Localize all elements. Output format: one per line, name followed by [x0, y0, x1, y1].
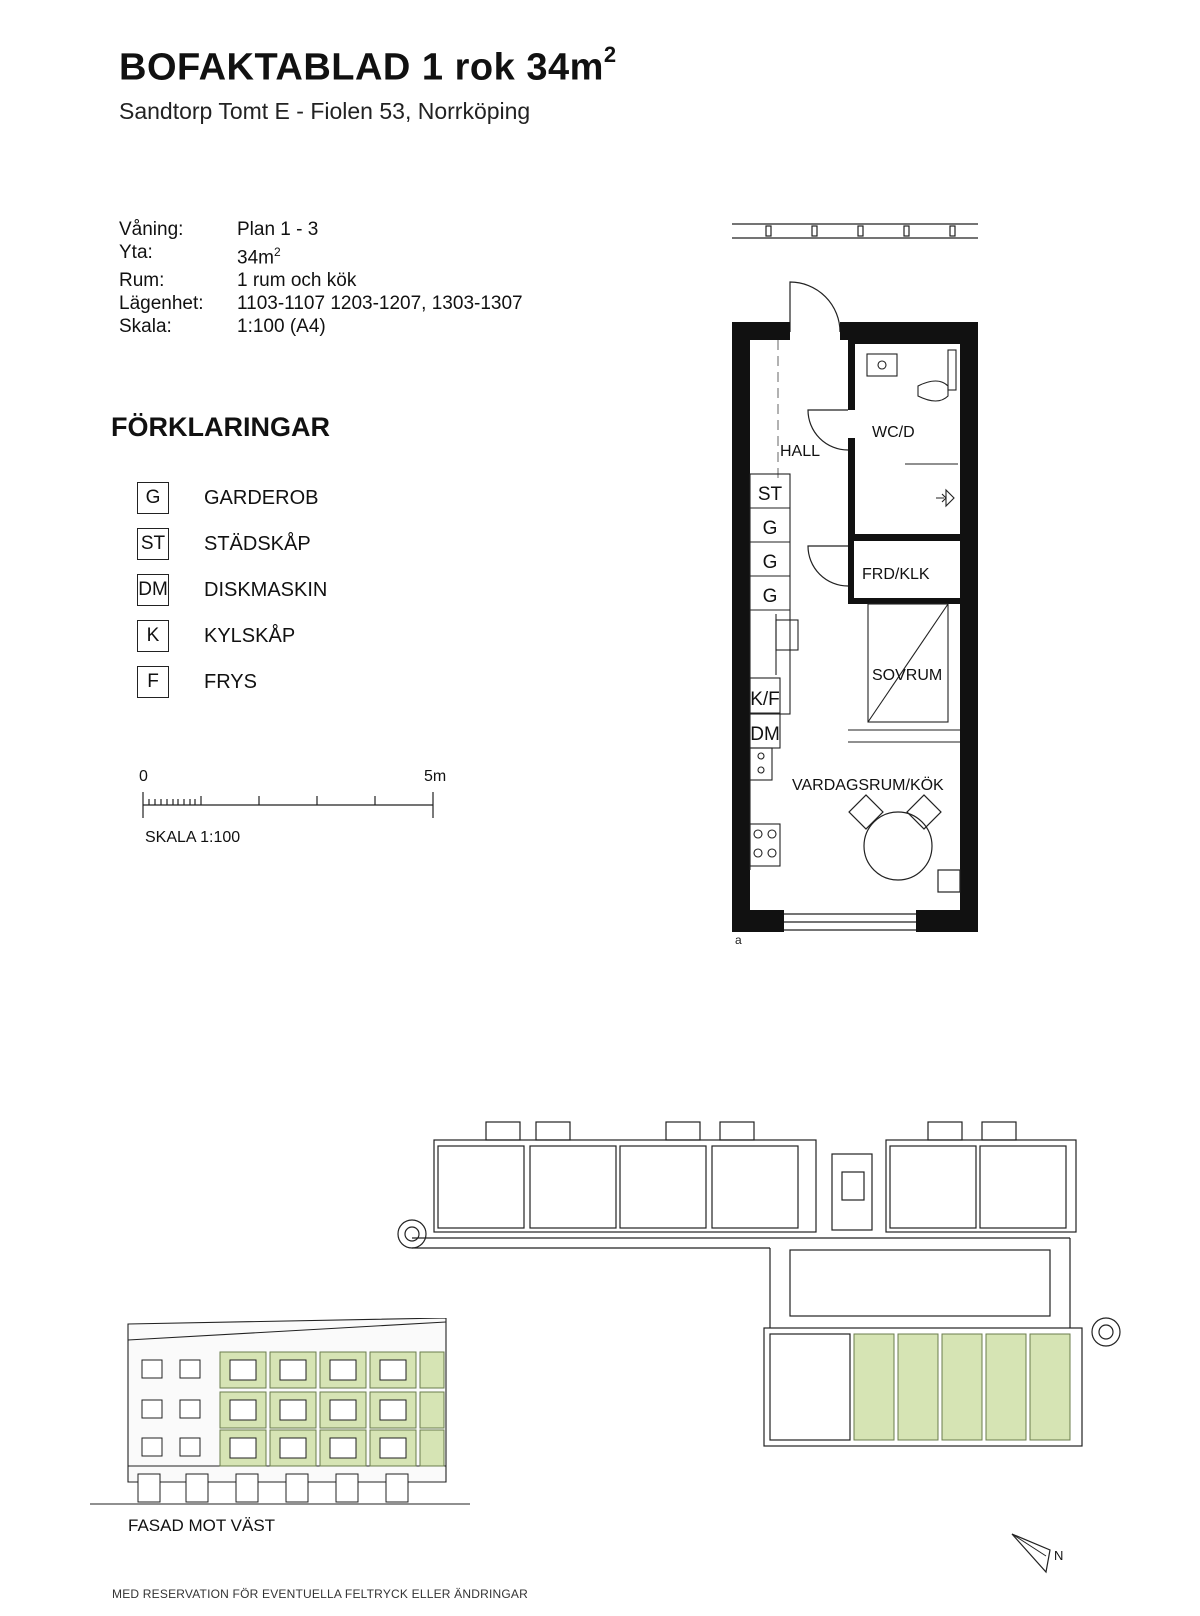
wall-code-g3: G	[762, 586, 778, 607]
legend-item-stadskap	[137, 528, 311, 560]
scale-label: SKALA 1:100	[145, 829, 241, 846]
floor-plan	[720, 210, 1000, 945]
room-label-living: VARDAGSRUM/KÖK	[792, 777, 944, 794]
scale-bar	[138, 786, 438, 822]
window	[784, 914, 916, 930]
fact-row-rooms	[119, 269, 523, 292]
page-title: BOFAKTABLAD 1 rok $34m^2$	[119, 42, 617, 89]
legend-label: FRYS	[204, 670, 257, 693]
wall-code-dm: DM	[750, 724, 780, 745]
compass-north-label: N	[1054, 1548, 1064, 1563]
room-label-bedroom: SOVRUM	[872, 667, 943, 684]
legend-code: F	[137, 666, 169, 698]
legend-code: K	[137, 620, 169, 652]
fact-row-scale	[119, 315, 523, 338]
fact-value: 1 rum och kök	[237, 270, 357, 292]
room-labels	[780, 424, 944, 794]
fact-row-apartments	[119, 292, 523, 315]
site-plan	[390, 1110, 1150, 1480]
legend-code: ST	[137, 528, 169, 560]
spiral-stairs	[398, 1220, 1120, 1346]
facade-label: FASAD MOT VÄST	[128, 1516, 276, 1535]
scale-end-label: 5m	[424, 768, 447, 785]
legend-item-diskmaskin	[137, 574, 327, 606]
fact-label: Lägenhet:	[119, 293, 204, 315]
page-subtitle: Sandtorp Tomt E - Fiolen 53, Norrköping	[119, 98, 531, 124]
entry-door	[790, 282, 840, 332]
room-label-wc: WC/D	[872, 424, 915, 441]
legend-item-garderob	[137, 482, 318, 514]
legend-item-kylskap	[137, 620, 295, 652]
legend-label: GARDEROB	[204, 486, 319, 509]
legend-item-frys	[137, 666, 257, 698]
fact-label: Skala:	[119, 316, 172, 338]
wall-codes	[750, 484, 782, 745]
outer-walls	[732, 322, 978, 932]
footer-disclaimer: MED RESERVATION FÖR EVENTUELLA FELTRYCK ELLER ÄNDRINGAR	[112, 1587, 528, 1601]
legend-label: DISKMASKIN	[204, 578, 328, 601]
fact-row-area	[119, 241, 523, 269]
dining-table	[849, 795, 960, 892]
fact-row-floor	[119, 218, 523, 241]
wall-code-st: ST	[757, 484, 783, 505]
room-label-storage: FRD/KLK	[862, 566, 930, 583]
fact-label: Våning:	[119, 219, 184, 240]
fact-value: 1103-1107 1203-1207, 1303-1307	[237, 293, 523, 315]
storage-door	[808, 546, 848, 586]
fact-label: Rum:	[119, 270, 165, 292]
lower-building-green-units	[854, 1334, 1070, 1440]
upper-building	[412, 1122, 1076, 1328]
compass-icon	[1010, 1530, 1070, 1578]
section-mark: a	[735, 933, 742, 945]
room-label-hall: HALL	[780, 443, 821, 460]
wall-code-g1: G	[762, 518, 778, 539]
facade-west	[90, 1318, 470, 1516]
scale-start-label: 0	[139, 768, 148, 785]
wall-code-kf: K/F	[750, 689, 780, 710]
legend-code: DM	[137, 574, 169, 606]
wall-code-g2: G	[762, 552, 778, 573]
legend-label: STÄDSKÅP	[204, 532, 311, 555]
legend-code: G	[137, 482, 169, 514]
balcony-rail	[732, 224, 978, 238]
apartment-facts	[119, 218, 523, 338]
legend-label: KYLSKÅP	[204, 624, 296, 647]
fact-value: Plan 1 - 3	[237, 219, 319, 240]
fact-value: 1:100 (A4)	[237, 316, 326, 338]
legend-title: FÖRKLARINGAR	[111, 412, 330, 442]
fact-value: $34m^2$	[237, 245, 281, 269]
fact-label: Yta:	[119, 242, 153, 263]
